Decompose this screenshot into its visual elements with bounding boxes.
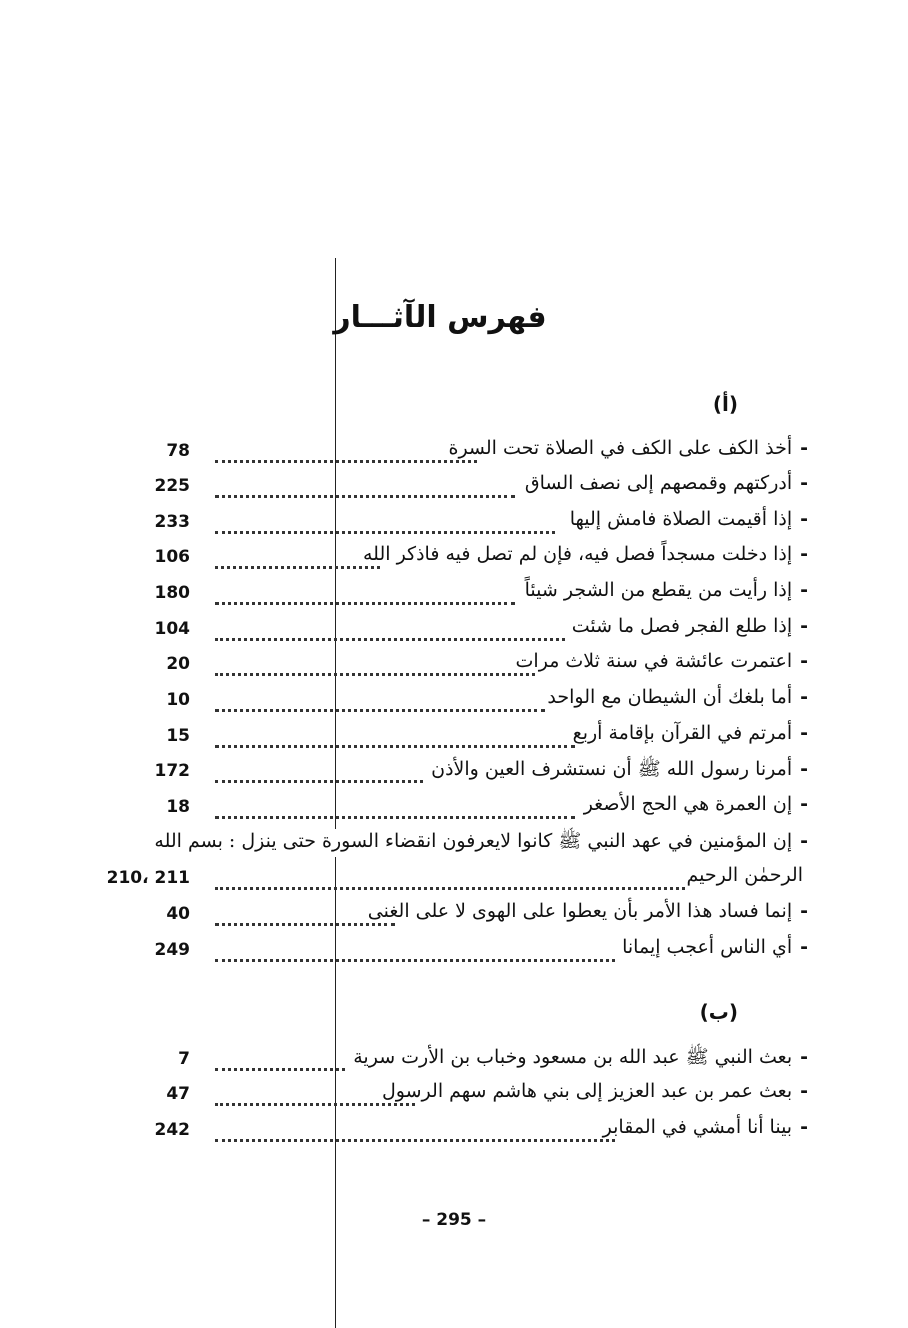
bullet-dash: - <box>800 437 808 459</box>
bullet-dash: - <box>800 686 808 708</box>
dot-leader <box>215 686 545 712</box>
entry-label: أي الناس أعجب إيمانا <box>622 936 793 958</box>
bullet-dash: - <box>800 543 808 565</box>
entry-page-number: 40 <box>166 904 190 924</box>
entry-label: إذا رأيت من يقطع من الشجر شيئاً <box>524 579 793 601</box>
entry-text <box>148 829 808 857</box>
entry-text <box>578 793 808 815</box>
entry-label: أما بلغك أن الشيطان مع الواحد <box>547 686 793 708</box>
entry-text <box>425 757 808 785</box>
entry-page-number: 15 <box>166 726 190 746</box>
entry-text <box>566 615 808 637</box>
entry-page-number: 242 <box>154 1120 190 1140</box>
entry-label: أخذ الكف على الكف في الصلاة تحت السرة <box>448 437 793 459</box>
entry-label: إن المؤمنين في عهد النبي ﷺ كانوا لايعرفون انقضاء السورة حتى ينزل : بسم الله <box>154 830 793 852</box>
index-entry <box>0 1043 908 1077</box>
entry-page-number: 78 <box>166 441 190 461</box>
index-entry <box>0 827 908 861</box>
entry-text <box>564 508 808 530</box>
entry-page-number: 7 <box>178 1049 190 1069</box>
entry-text <box>616 936 808 958</box>
entry-text <box>362 900 808 922</box>
bullet-dash: - <box>800 579 808 601</box>
bullet-dash: - <box>800 1046 808 1068</box>
entry-label: اعتمرت عائشة في سنة ثلاث مرات <box>515 650 793 672</box>
dot-leader <box>215 722 575 748</box>
entry-label: بينا أنا أمشي في المقابر <box>602 1116 793 1138</box>
dot-leader <box>215 472 515 498</box>
dot-leader <box>215 650 535 676</box>
entry-text <box>519 472 808 494</box>
index-entry <box>0 648 908 682</box>
bullet-dash: - <box>800 615 808 637</box>
dot-leader <box>215 437 477 463</box>
entry-page-number: 106 <box>154 547 190 567</box>
entry-page-number: 47 <box>166 1084 190 1104</box>
bullet-dash: - <box>800 793 808 815</box>
entry-page-number: 172 <box>154 761 190 781</box>
index-entry <box>0 613 908 647</box>
index-entry <box>0 435 908 469</box>
entry-page-number: 225 <box>154 476 190 496</box>
dot-leader <box>215 579 515 605</box>
bullet-dash: - <box>800 936 808 958</box>
entry-page-number: 233 <box>154 512 190 532</box>
entry-page-number: 20 <box>166 654 190 674</box>
bullet-dash: - <box>800 900 808 922</box>
index-entry <box>0 684 908 718</box>
bullet-dash: - <box>800 1116 808 1138</box>
entry-page-number: 249 <box>154 940 190 960</box>
entry-label: إذا أقيمت الصلاة فامش إليها <box>569 508 793 530</box>
dot-leader <box>215 936 615 962</box>
index-entry <box>0 791 908 825</box>
entry-page-number: 18 <box>166 797 190 817</box>
section-heading-alef: (أ) <box>712 392 738 416</box>
entry-label: إن العمرة هي الحج الأصغر <box>583 793 793 815</box>
index-entry <box>0 541 908 575</box>
dot-leader <box>215 757 435 783</box>
index-entry <box>0 720 908 754</box>
index-entry <box>0 506 908 540</box>
entry-text <box>357 543 808 565</box>
index-entry <box>0 1078 908 1112</box>
bullet-dash: - <box>800 508 808 530</box>
index-entry <box>0 470 908 504</box>
dot-leader <box>215 864 685 890</box>
entry-text <box>510 650 808 672</box>
dot-leader <box>215 1116 615 1142</box>
entry-text <box>442 437 808 459</box>
index-entry <box>0 577 908 611</box>
bullet-dash: - <box>800 1080 808 1102</box>
entry-label: إذا دخلت مسجداً فصل فيه، فإن لم تصل فيه فاذكر الله <box>362 543 793 565</box>
dot-leader <box>215 793 575 819</box>
entry-label: إذا طلع الفجر فصل ما شئت <box>571 615 793 637</box>
page-number: – 295 – <box>421 1210 487 1230</box>
dot-leader <box>215 1045 345 1071</box>
entry-label: بعث عمر بن عبد العزيز إلى بني هاشم سهم الرسول <box>382 1080 793 1102</box>
bullet-dash: - <box>800 722 808 744</box>
index-entry-continuation <box>0 862 908 896</box>
entry-label: أمرنا رسول الله ﷺ أن نستشرف العين والأذن <box>431 758 793 780</box>
entry-continuation-text: الرحمٰن الرحيم <box>681 864 803 886</box>
entry-text <box>347 1045 808 1073</box>
index-entry <box>0 934 908 968</box>
section-heading-ba: (ب) <box>699 1000 738 1024</box>
entry-label: إنما فساد هذا الأمر بأن يعطوا على الهوى لا على الغنى <box>367 900 793 922</box>
entry-label: بعث النبي ﷺ عبد الله بن مسعود وخباب بن الأرت سرية <box>353 1046 793 1068</box>
index-entry <box>0 1114 908 1148</box>
entry-page-number: 180 <box>154 583 190 603</box>
entry-text <box>519 579 808 601</box>
entry-label: أدركتهم وقمصهم إلى نصف الساق <box>524 472 793 494</box>
entry-page-number: 104 <box>154 619 190 639</box>
entry-page-number: 10 <box>166 690 190 710</box>
entry-text <box>376 1080 808 1102</box>
entry-page-number: 210، 211 <box>106 868 190 888</box>
bullet-dash: - <box>800 472 808 494</box>
entry-text <box>567 722 808 744</box>
entry-label: أمرتم في القرآن بإقامة أربع <box>572 722 793 744</box>
entry-text <box>597 1116 808 1138</box>
index-entry <box>0 898 908 932</box>
entry-text <box>541 686 808 708</box>
bullet-dash: - <box>800 758 808 780</box>
dot-leader <box>215 543 380 569</box>
index-entry <box>0 755 908 789</box>
bullet-dash: - <box>800 650 808 672</box>
dot-leader <box>215 508 555 534</box>
page-title: فهرس الآثـــار <box>333 300 547 335</box>
bullet-dash: - <box>800 830 808 852</box>
dot-leader <box>215 615 565 641</box>
